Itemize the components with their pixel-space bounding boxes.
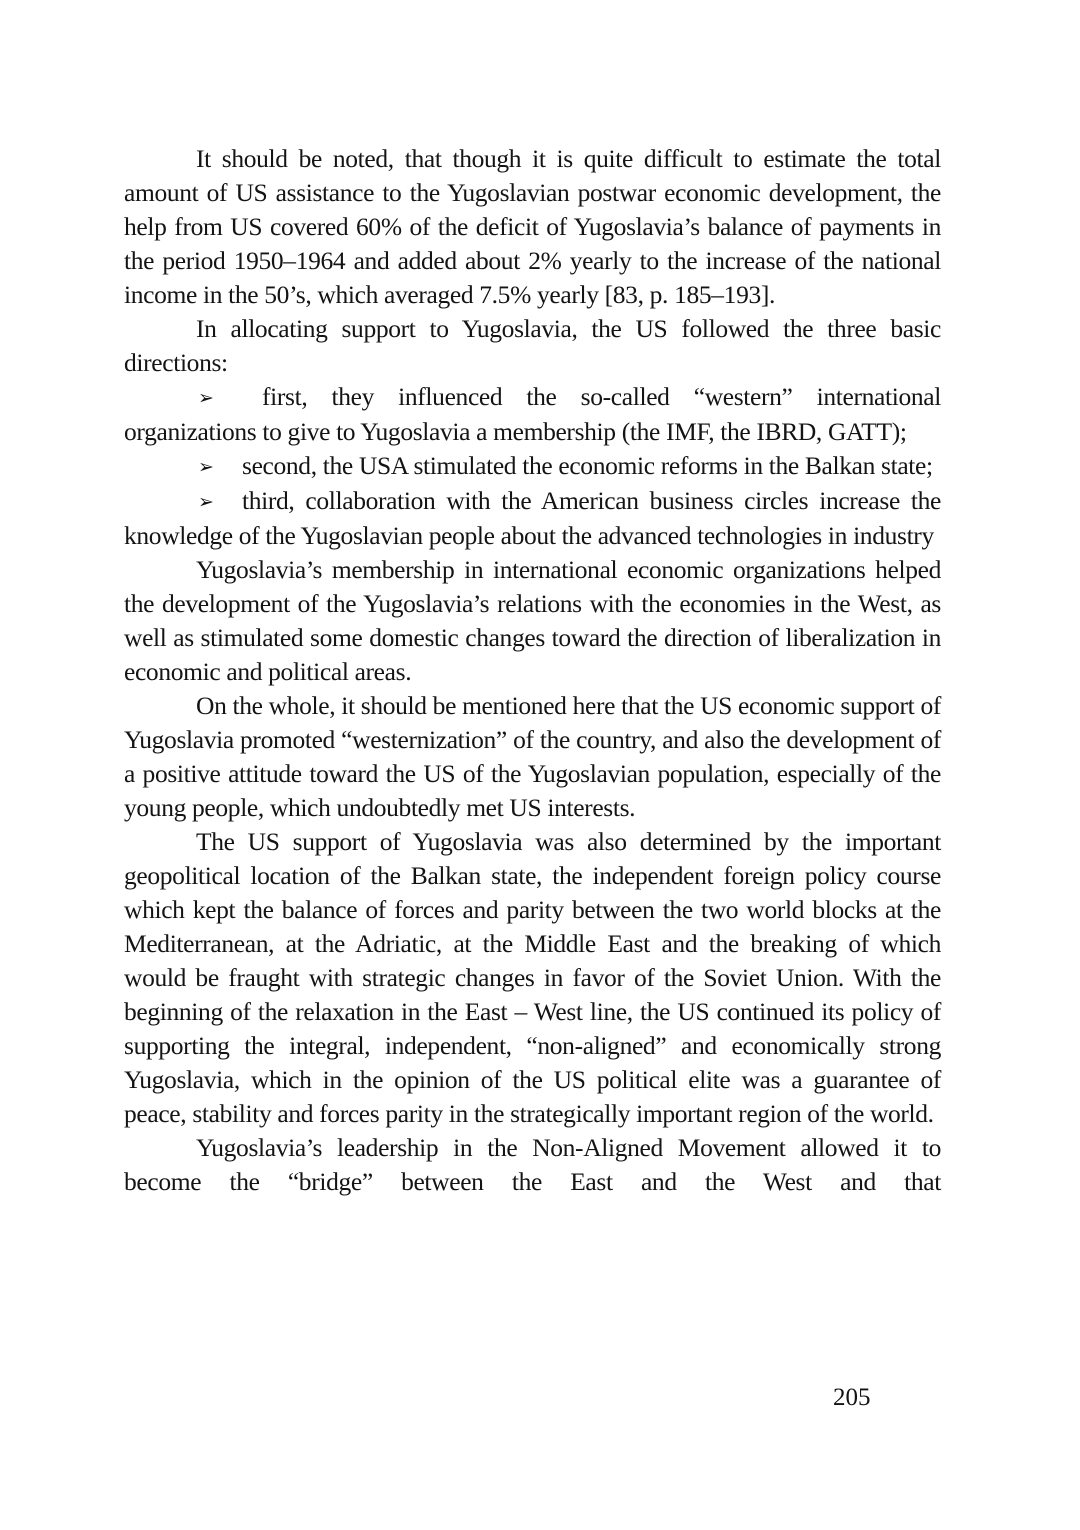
- bullet-text: third, collaboration with the American business circles increase the knowledge of the Yugoslavian people about the advanced technologies in industry: [124, 486, 941, 550]
- bullet-text: second, the USA stimulated the economic reforms in the Balkan state;: [242, 451, 933, 480]
- page-body: [124, 142, 941, 1199]
- arrow-bullet-icon: ➢: [198, 387, 214, 409]
- paragraph-membership: Yugoslavia’s membership in international economic organizations helped the development of the Yugoslavia’s relations with the economies in the West, as well as stimulated some domestic changes toward the direction of liberalization in economic and political areas.: [124, 555, 941, 686]
- paragraph-us-assistance: It should be noted, that though it is quite difficult to estimate the total amount of US assistance to the Yugoslavian postwar economic development, the help from US covered 60% of the deficit of Yugoslavia’s balance of payments in the period 1950–1964 and added about 2% yearly to the increase of the national income in the 50’s, which averaged 7.5% yearly [83, p. 185–193].: [124, 144, 941, 309]
- bullet-item-second: [124, 449, 941, 484]
- bullet-text: first, they influenced the so-called “western” international organizations to give to Yugoslavia a membership (the IMF, the IBRD, GATT);: [124, 382, 941, 446]
- paragraph-three-directions: In allocating support to Yugoslavia, the US followed the three basic directions:: [124, 314, 941, 377]
- arrow-bullet-icon: ➢: [198, 491, 214, 513]
- bullet-item-third: [124, 484, 941, 553]
- arrow-bullet-icon: ➢: [198, 456, 214, 478]
- paragraph-westernization: On the whole, it should be mentioned here that the US economic support of Yugoslavia promoted “westernization” of the country, and also the development of a positive attitude toward the US of the Yugoslavian population, especially of the young people, which undoubtedly met US interests.: [124, 691, 941, 822]
- page-number: 205: [833, 1384, 871, 1411]
- paragraph-non-aligned: Yugoslavia’s leadership in the Non-Aligned Movement allowed it to become the “bridge” between the East and the West and that: [124, 1133, 941, 1196]
- paragraph-geopolitical: The US support of Yugoslavia was also determined by the important geopolitical location of the Balkan state, the independent foreign policy course which kept the balance of forces and parity between the two world blocks at the Mediterranean, at the Adriatic, at the Middle East and the breaking of which would be fraught with strategic changes in favor of the Soviet Union. With the beginning of the relaxation in the East – West line, the US continued its policy of supporting the integral, independent, “non-aligned” and economically strong Yugoslavia, which in the opinion of the US political elite was a guarantee of peace, stability and forces parity in the strategically important region of the world.: [124, 827, 941, 1128]
- bullet-item-first: [124, 380, 941, 449]
